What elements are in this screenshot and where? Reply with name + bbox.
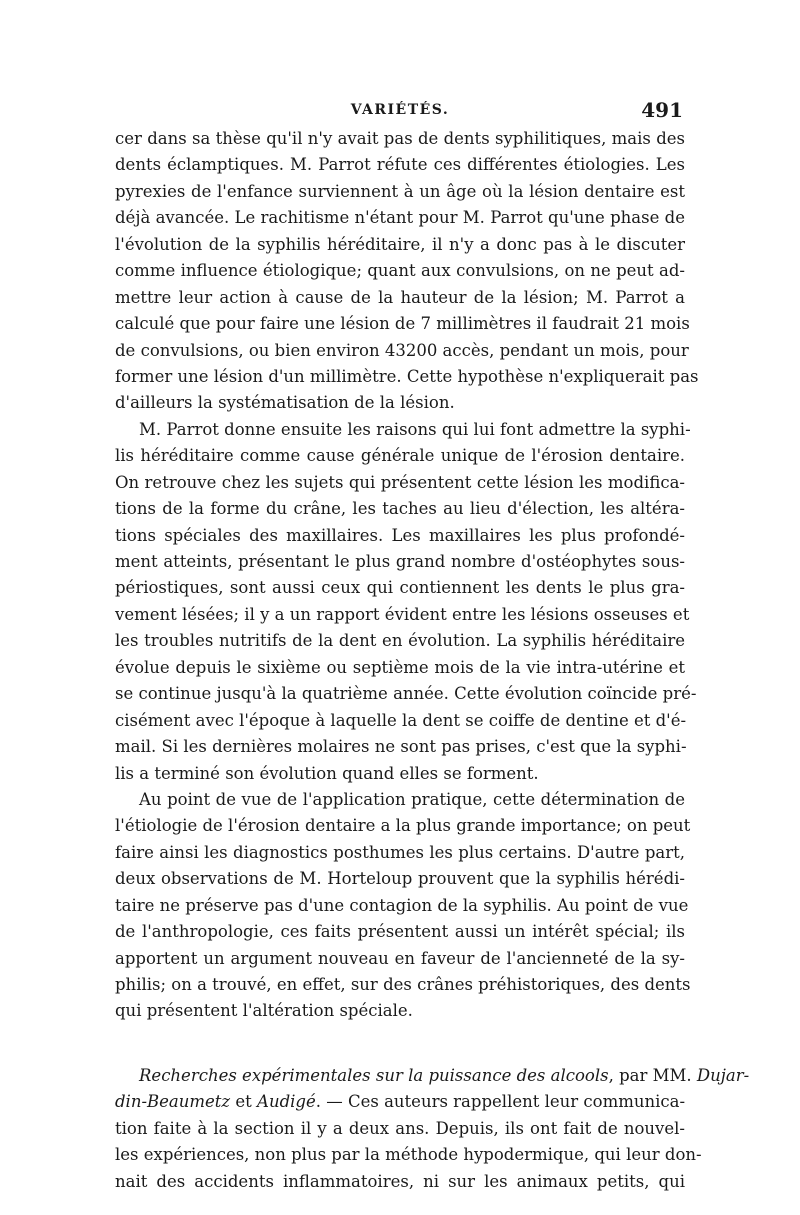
text-line: l'étiologie de l'érosion dentaire a la plus grande importance; on peut [115,816,691,836]
running-title: VARIÉTÉS. [350,102,450,118]
text-line: deux observations de M. Horteloup prouvent que la syphilis hérédi- [115,869,685,889]
paragraph-alcohol-research [115,1063,750,1195]
text-line: mail. Si les dernières molaires ne sont pas prises, c'est que la syphi- [115,737,687,757]
paragraph-application [115,787,691,1025]
text-line: de l'anthropologie, ces faits présentent aussi un intérêt spécial; ils [115,922,685,942]
text-line: l'évolution de la syphilis héréditaire, il n'y a donc pas à le discuter [115,234,685,254]
text-line: de convulsions, ou bien environ 43200 accès, pendant un mois, pour [115,340,689,360]
section-title-connector: , par MM. [608,1065,697,1085]
section-gap [115,1025,685,1063]
text-line: déjà avancée. Le rachitisme n'étant pour M. Parrot qu'une phase de [115,208,685,228]
text-line: taire ne préserve pas d'une contagion de la syphilis. Au point de vue [115,895,689,915]
text-line: comme influence étiologique; quant aux convulsions, on ne peut ad- [115,261,685,281]
text-line: philis; on a trouvé, en effet, sur des crânes préhistoriques, des dents [115,975,691,994]
conjunction: et [230,1092,258,1112]
text-line: calculé que pour faire une lésion de 7 millimètres il faudrait 21 mois [115,314,690,334]
text-line: évolue depuis le sixième ou septième mois de la vie intra-utérine et [115,657,685,677]
text-line: tions spéciales des maxillaires. Les maxillaires les plus profondé- [115,525,685,545]
author-name-part: din-Beaumetz [115,1092,231,1112]
text-line: tions de la forme du crâne, les taches au lieu d'élection, les altéra- [115,499,685,519]
text-line: pyrexies de l'enfance surviennent à un âge où la lésion dentaire est [115,181,685,201]
text-line: cer dans sa thèse qu'il n'y avait pas de dents syphilitiques, mais des [115,129,685,148]
page-number: 491 [641,98,683,122]
text-line: cisément avec l'époque à laquelle la dent se coiffe de dentine et d'é- [115,710,687,730]
section-heading-line [115,1063,750,1089]
paragraph-continuation [115,126,699,417]
text-line: lis héréditaire comme cause générale unique de l'érosion dentaire. [115,446,685,466]
section-title: Recherches expérimentales sur la puissance des alcools [139,1065,609,1085]
text-line: M. Parrot donne ensuite les raisons qui lui font admettre la syphi- [139,419,691,439]
text-line: qui présentent l'altération spéciale. [115,1001,413,1021]
text-line: ment atteints, présentant le plus grand nombre d'ostéophytes sous- [115,552,685,571]
text-line [115,1089,685,1115]
text-line: faire ainsi les diagnostics posthumes les plus certains. D'autre part, [115,842,685,862]
text-fragment: . — Ces auteurs rappellent leur communica- [315,1092,686,1112]
text-line: les expériences, non plus par la méthode hypodermique, qui leur don- [115,1145,702,1165]
text-line: lis a terminé son évolution quand elles se forment. [115,763,539,783]
text-line: mettre leur action à cause de la hauteur de la lésion; M. Parrot a [115,287,685,307]
running-head [115,98,685,122]
text-line: Au point de vue de l'application pratique, cette détermination de [139,789,685,809]
text-line: former une lésion d'un millimètre. Cette hypothèse n'expliquerait pas [115,366,699,386]
text-line: périostiques, sont aussi ceux qui contiennent les dents le plus gra- [115,578,685,598]
body-text [115,126,750,1195]
author-name: Audigé [257,1092,316,1112]
text-line: dents éclamptiques. M. Parrot réfute ces différentes étiologies. Les [115,155,685,175]
paragraph-etiology [115,417,697,787]
author-name-part: Dujar- [696,1065,750,1085]
text-line: vement lésées; il y a un rapport évident entre les lésions osseuses et [115,604,690,624]
text-line: tion faite à la section il y a deux ans. Depuis, ils ont fait de nouvel- [115,1118,685,1138]
text-line: nait des accidents inflammatoires, ni sur les animaux petits, qui [115,1171,685,1191]
text-line: apportent un argument nouveau en faveur de l'ancienneté de la sy- [115,948,685,968]
text-line: les troubles nutritifs de la dent en évolution. La syphilis héréditaire [115,631,685,651]
text-line: se continue jusqu'à la quatrième année. Cette évolution coïncide pré- [115,684,697,704]
text-line: d'ailleurs la systématisation de la lésion. [115,393,455,413]
text-line: On retrouve chez les sujets qui présentent cette lésion les modifica- [115,472,685,492]
